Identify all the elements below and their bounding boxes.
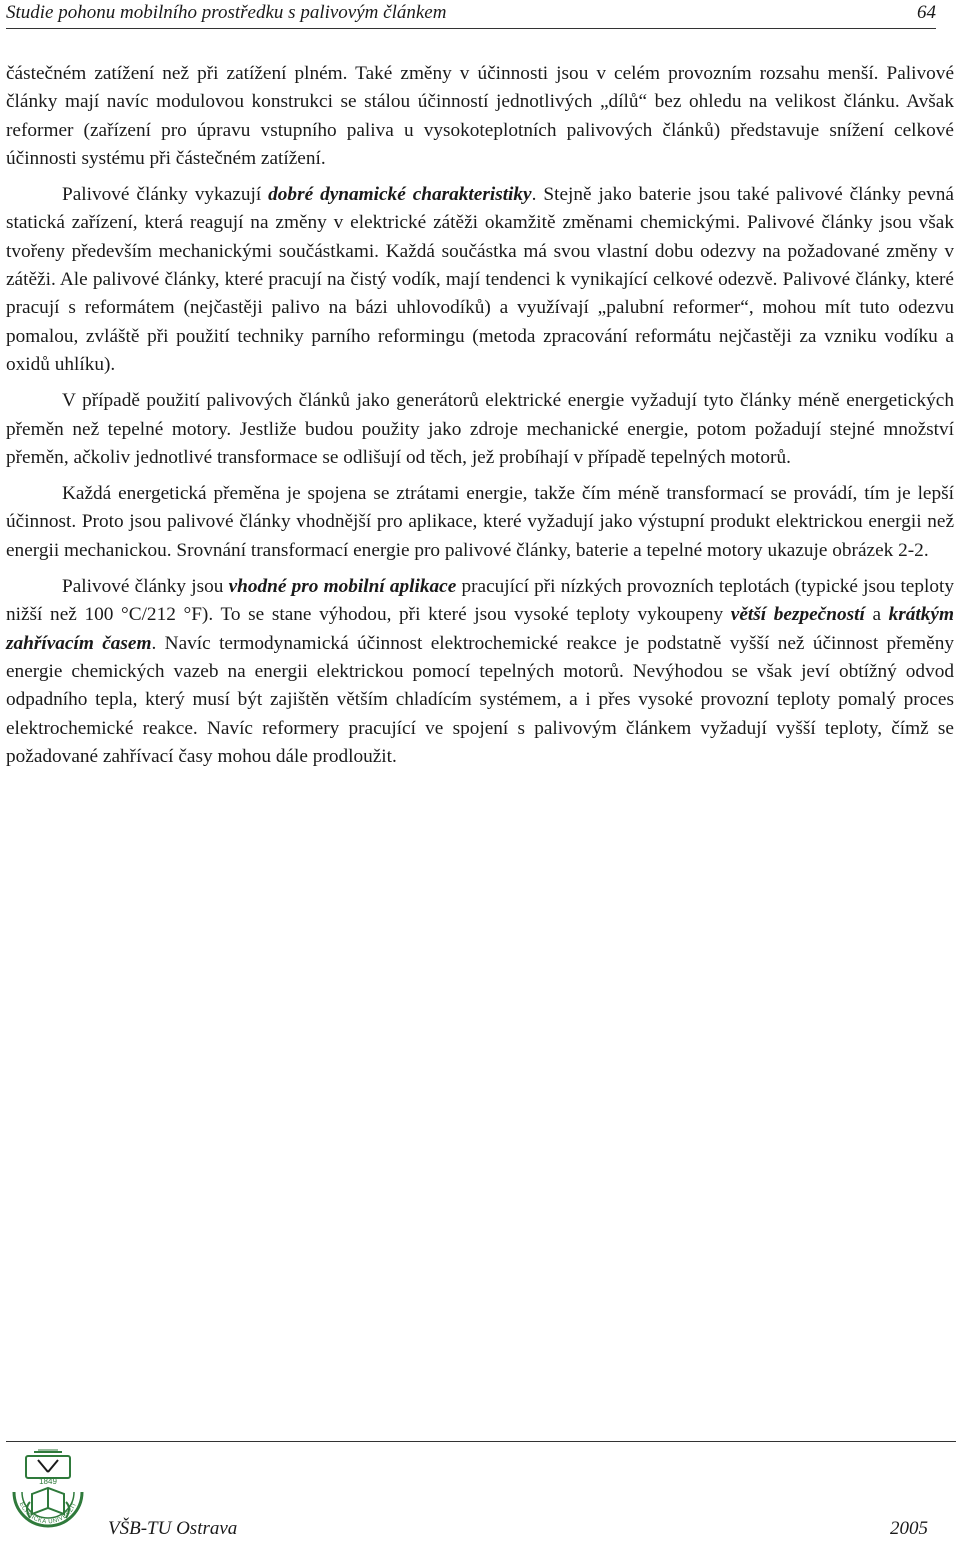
header-title: Studie pohonu mobilního prostředku s palivovým článkem bbox=[6, 2, 447, 23]
paragraph-2-text-c: . Stejně jako baterie jsou také palivové články pevná statická zařízení, která reagují na změny v elektrické zátěži okamžitě změnami chemickými. Palivové články jsou však tvořeny především mechanickými součástkami. Každá součástka má svou vlastní dobu odezvy na požadované změny v zátěži. Ale palivové články, které pracují na čistý vodík, mají tendenci k vynikající celkové odezvě. Palivové články, které pracují s reformátem (nejčastěji palivo na bázi uhlovodíků) a využívají „palubní reformer“, mohou mít tuto odezvu pomalou, zvláště při použití techniky parního reformingu (metoda zpracování reformátu nejčastěji za vzniku vodíku a oxidů uhlíku). bbox=[6, 184, 954, 375]
paragraph-2-emphasis: dobré dynamické charakteristiky bbox=[268, 184, 532, 206]
paragraph-5-emphasis-1: vhodné pro mobilní aplikace bbox=[228, 576, 457, 598]
footer-institution: VŠB-TU Ostrava bbox=[108, 1518, 238, 1539]
page-number: 64 bbox=[917, 2, 936, 23]
footer-divider bbox=[6, 1441, 956, 1442]
paragraph-1: částečném zatížení než při zatížení plném. Také změny v účinnosti jsou v celém provozním rozsahu menší. Palivové články mají navíc modulovou konstrukci se stálou účinností jednotlivých „dílů“ bez ohledu na velikost článku. Avšak reformer (zařízení pro úpravu vstupního paliva u vysokoteplotních palivových článků) představuje snížení celkové účinnosti systému při částečném zatížení. bbox=[6, 63, 954, 169]
paragraph-5-emphasis-3: krátkým zahřívacím časem bbox=[6, 604, 954, 654]
page-header bbox=[6, 0, 936, 29]
paragraph-5 bbox=[6, 573, 954, 771]
paragraph-5-text-g: . Navíc termodynamická účinnost elektrochemické reakce je podstatně vyšší než účinnost přeměny energie chemických vazeb na energii elektrickou pomocí tepelných motorů. Nevýhodou se však jeví obtížný odvod odpadního tepla, který musí být zajištěn větším chladícím systémem, a i přes vysoké provozní teploty pomalý proces elektrochemické reakce. Navíc reformery pracující ve spojení s palivovým článkem vyžadují vyšší teploty, čímž se požadované zahřívací časy mohou dále prodloužit. bbox=[6, 632, 954, 767]
paragraph-3: V případě použití palivových článků jako generátorů elektrické energie vyžadují tyto články méně energetických přeměn než tepelné motory. Jestliže budou použity jako zdroje mechanické energie, potom požadují stejné množství přeměn, ačkoliv jednotlivé transformace se odlišují od těch, jež probíhají v případě tepelných motorů. bbox=[6, 390, 954, 468]
footer-year: 2005 bbox=[890, 1518, 928, 1539]
seal-ring-text: ECHNICKÁ UNIVERZIT bbox=[17, 1501, 79, 1526]
svg-text:TECHNICKÁ UNIVERZITA bbox=[8, 1448, 78, 1525]
paragraph-5-text-c: pracující při nízkých provozních teplotách (typické jsou teploty nižší než 100 °C/212 °F). To se stane výhodou, při které jsou vysoké teploty vykoupeny bbox=[6, 576, 954, 626]
university-seal-icon bbox=[8, 1448, 88, 1536]
paragraph-5-text-e: a bbox=[864, 604, 889, 626]
paragraph-2-text-a: Palivové články vykazují bbox=[62, 184, 269, 206]
paragraph-5-text-a: Palivové články jsou bbox=[62, 576, 229, 598]
paragraph-4: Každá energetická přeměna je spojena se ztrátami energie, takže čím méně transformací se provádí, tím je lepší účinnost. Proto jsou palivové články vhodnější pro aplikace, které vyžadují jako výstupní produkt elektrickou energii než energii mechanickou. Srovnání transformací energie pro palivové články, baterie a tepelné motory ukazuje obrázek 2-2. bbox=[6, 483, 954, 561]
document-body bbox=[6, 60, 954, 771]
paragraph-5-emphasis-2: větší bezpečností bbox=[730, 604, 865, 626]
seal-year: 1849 bbox=[39, 1477, 57, 1486]
paragraph-2 bbox=[6, 181, 954, 379]
